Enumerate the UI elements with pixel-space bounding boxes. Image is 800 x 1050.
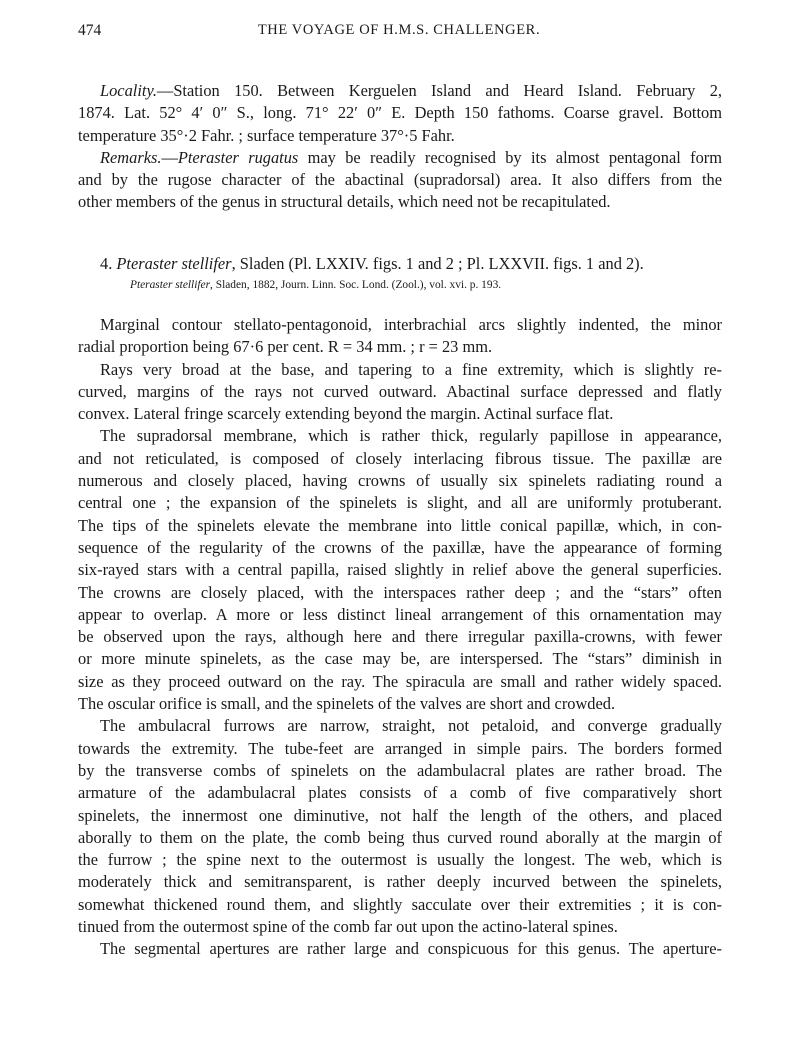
species-name: Pteraster stellifer	[116, 254, 232, 273]
paragraph-line: size as they proceed outward on the ray. The spiracula are small and rather widely spaced.	[78, 671, 722, 691]
species-name: Pteraster rugatus	[177, 147, 299, 167]
paragraph-line: by the transverse combs of spinelets on the adambulacral plates are rather broad. The	[78, 760, 722, 780]
section-pteraster-rugatus	[78, 80, 722, 214]
paragraph-line: moderately thick and semitransparent, is rather deeply incurved between the spinelets,	[78, 872, 722, 892]
remarks-line: and by the rugose character of the abactinal (supradorsal) area. It also differs from the	[78, 170, 722, 190]
running-title: THE VOYAGE OF H.M.S. CHALLENGER.	[257, 22, 541, 38]
paragraph-line: Marginal contour stellato-pentagonoid, interbrachial arcs slightly indented, the minor	[100, 315, 722, 334]
paragraph-line: The oscular orifice is small, and the spinelets of the valves are short and crowded.	[78, 694, 616, 714]
remarks-line: Remarks.—Pteraster rugatus may be readily recognised by its almost pentagonal form	[100, 147, 722, 167]
synonymy-citation: Pteraster stellifer, Sladen, 1882, Journ. Linn. Soc. Lond. (Zool.), vol. xvi. p. 193.	[130, 279, 502, 292]
paragraph-line: The tips of the spinelets elevate the membrane into little conical papillæ, which, in con-	[78, 515, 722, 535]
paragraph-line: central one ; the expansion of the spinelets is slight, and all are uniformly protuberant.	[78, 493, 722, 513]
paragraph-line: tinued from the outermost spine of the comb far out upon the actino-lateral spines.	[78, 917, 618, 937]
paragraph-line: or more minute spinelets, as the case may be, are interspersed. The “stars” diminish in	[78, 649, 722, 669]
running-header	[78, 22, 720, 42]
paragraph-line: radial proportion being 67·6 per cent. R = 34 mm. ; r = 23 mm.	[78, 337, 493, 357]
paragraph-line: spinelets, the innermost one diminutive, not half the length of the others, and placed	[78, 805, 722, 825]
paragraph-line: towards the extremity. The tube-feet are arranged in simple pairs. The borders formed	[78, 738, 722, 758]
paragraph-line: sequence of the regularity of the crowns of the paxillæ, have the appearance of forming	[78, 537, 722, 557]
section-pteraster-stellifer-heading	[78, 253, 722, 295]
paragraph-line: appear to overlap. A more or less distinct lineal arrangement of this ornamentation may	[78, 604, 722, 624]
locality-line: temperature 35°·2 Fahr. ; surface temperature 37°·5 Fahr.	[78, 125, 455, 145]
remarks-line: other members of the genus in structural details, which need not be recapitulated.	[78, 192, 611, 212]
paragraph-line: the furrow ; the spine next to the outermost is usually the longest. The web, which is	[78, 850, 722, 870]
paragraph-line: The crowns are closely placed, with the interspaces rather deep ; and the “stars” often	[78, 582, 722, 602]
paragraph-line: and not reticulated, is composed of closely interlacing fibrous tissue. The paxillæ are	[78, 448, 722, 468]
paragraph-line: numerous and closely placed, having crowns of usually six spinelets radiating round a	[78, 471, 722, 491]
species-heading: 4. Pteraster stellifer, Sladen (Pl. LXXIV. figs. 1 and 2 ; Pl. LXXVII. figs. 1 and 2).	[100, 254, 644, 273]
paragraph-line: convex. Lateral fringe scarcely extending beyond the margin. Actinal surface flat.	[78, 404, 614, 424]
locality-line: 1874. Lat. 52° 4′ 0″ S., long. 71° 22′ 0″ E. Depth 150 fathoms. Coarse gravel. Bottom	[78, 103, 722, 123]
remarks-label: Remarks.	[100, 147, 162, 167]
species-name: Pteraster stellifer	[130, 279, 211, 292]
paragraph-line: The segmental apertures are rather large and conspicuous for this genus. The aperture-	[100, 939, 722, 959]
paragraph-line: somewhat thickened round them, and slightly sacculate over their extremities ; it is con-	[78, 894, 722, 914]
paragraph-line: six-rayed stars with a central papilla, raised slightly in relief above the general superficies.	[78, 560, 722, 580]
paragraph-line: The supradorsal membrane, which is rather thick, regularly papillose in appearance,	[100, 426, 722, 446]
paragraph-line: curved, margins of the rays not curved outward. Abactinal surface depressed and flatly	[78, 381, 722, 401]
paragraph-line: aborally to them on the plate, the comb being thus curved round aborally at the margin of	[78, 827, 722, 847]
paragraph-line: be observed upon the rays, although here and there irregular paxilla-crowns, with fewer	[78, 627, 722, 647]
paragraph-line: Rays very broad at the base, and tapering to a fine extremity, which is slightly re-	[100, 359, 722, 379]
locality-line: Locality.—Station 150. Between Kerguelen Island and Heard Island. February 2,	[100, 81, 722, 100]
section-pteraster-stellifer-body	[78, 314, 722, 961]
locality-label: Locality.	[100, 81, 157, 100]
paragraph-line: armature of the adambulacral plates consists of a comb of five comparatively short	[78, 783, 722, 803]
paragraph-line: The ambulacral furrows are narrow, straight, not petaloid, and converge gradually	[100, 716, 722, 736]
page-number: 474	[78, 22, 102, 39]
